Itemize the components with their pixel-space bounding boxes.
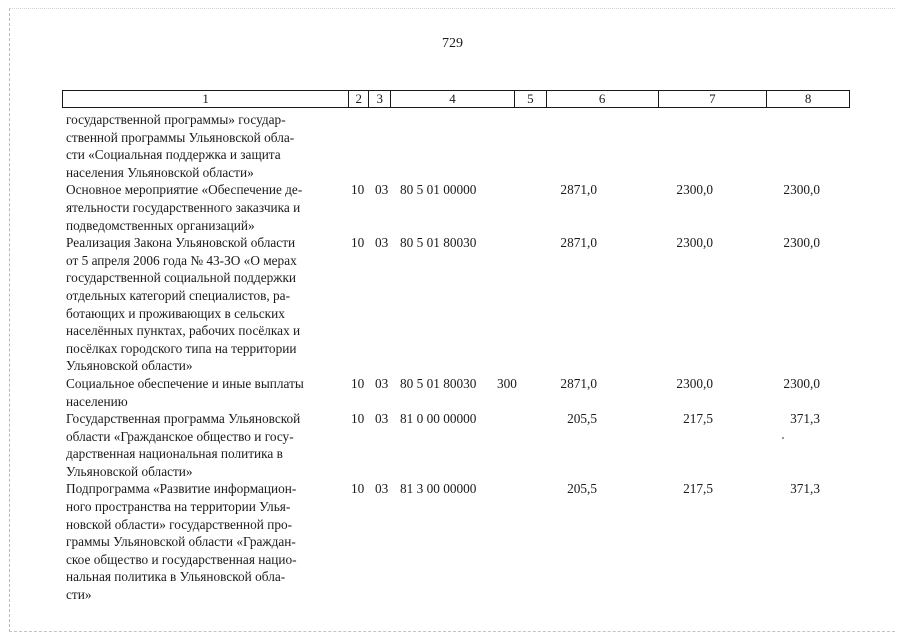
row-amount-col6: 2871,0 [560, 235, 597, 251]
row-name: Реализация Закона Ульяновской области от 5 апреля 2006 года № 43-ЗО «О мерах государственной социальной поддержки отдельных категорий специалистов, ра- ботающих и проживающих в сельских населённых пунктах, рабочих посёлках и посёлках городского типа на территории Ульяновской области» [66, 235, 301, 374]
header-col-3: 3 [369, 91, 391, 107]
row-target-code: 81 3 00 00000 [400, 481, 477, 497]
row-amount-col7: 2300,0 [676, 375, 713, 391]
row-subsection: 03 [375, 235, 389, 251]
row-subsection: 03 [375, 182, 389, 198]
row-amount-col8: 371,3 [790, 411, 820, 427]
header-col-7: 7 [659, 91, 768, 107]
row-amount-col7: 2300,0 [676, 235, 713, 251]
header-col-1: 1 [63, 91, 349, 107]
row-subsection: 03 [375, 411, 389, 427]
table-row [66, 111, 850, 181]
header-col-6: 6 [547, 91, 659, 107]
header-col-8: 8 [804, 91, 812, 106]
row-expense-type [497, 410, 537, 480]
table-row [66, 480, 850, 603]
row-subsection: 03 [375, 481, 389, 497]
row-amount-col6: 2871,0 [560, 375, 597, 391]
row-amount-col8: 2300,0 [783, 182, 820, 198]
row-section: 10 [351, 411, 365, 427]
row-name: государственной программы» государ- ственной программы Ульяновской обла- сти «Социальная поддержка и защита населения Ульяновской области» [66, 112, 295, 180]
row-name: Основное мероприятие «Обеспечение де- ятельности государственного заказчика и подведомственных организаций» [66, 182, 303, 233]
table-row [66, 375, 850, 410]
table-row [66, 181, 850, 234]
row-section: 10 [351, 375, 365, 391]
row-target-code: 80 5 01 00000 [400, 182, 477, 198]
row-amount-col7: 217,5 [683, 481, 713, 497]
row-section [343, 111, 371, 181]
scan-speck [782, 437, 784, 439]
row-expense-type [497, 480, 537, 603]
row-amount-col8 [713, 111, 820, 181]
row-subsection: 03 [375, 375, 389, 391]
row-expense-type [497, 111, 537, 181]
header-col-4: 4 [391, 91, 515, 107]
row-section: 10 [351, 481, 365, 497]
row-section: 10 [351, 182, 365, 198]
table-row [66, 234, 850, 375]
row-target-code: 81 0 00 00000 [400, 411, 477, 427]
row-name: Государственная программа Ульяновской области «Гражданское общество и госу- дарственная национальная политика в Ульяновской области» [66, 411, 301, 479]
row-target-code: 80 5 01 80030 [400, 375, 477, 391]
row-target-code [397, 111, 497, 181]
row-expense-type: 300 [497, 375, 517, 391]
row-name: Подпрограмма «Развитие информацион- ного пространства на территории Улья- новской области» государственной про- граммы Ульяновской области «Граждан- ское общество и государственная нацио- нальная политика в Ульяновской обла- сти» [66, 481, 297, 603]
table-header-row [62, 90, 850, 108]
row-expense-type [497, 234, 537, 375]
row-amount-col7: 2300,0 [676, 182, 713, 198]
row-target-code: 80 5 01 80030 [400, 235, 477, 251]
row-amount-col6 [537, 111, 597, 181]
row-amount-col8: 2300,0 [783, 375, 820, 391]
row-section: 10 [351, 235, 365, 251]
table-row [66, 410, 850, 480]
row-subsection [371, 111, 397, 181]
row-expense-type [497, 181, 537, 234]
table-body [66, 111, 850, 604]
row-amount-col6: 205,5 [567, 481, 597, 497]
page-number: 729 [442, 36, 463, 51]
row-amount-col7: 217,5 [683, 411, 713, 427]
row-amount-col8: 2300,0 [783, 235, 820, 251]
row-amount-col8: 371,3 [790, 481, 820, 497]
row-amount-col6: 2871,0 [560, 182, 597, 198]
row-amount-col7 [597, 111, 713, 181]
row-name: Социальное обеспечение и иные выплаты населению [66, 375, 304, 409]
header-col-2: 2 [349, 91, 369, 107]
header-col-5: 5 [515, 91, 547, 107]
row-amount-col6: 205,5 [567, 411, 597, 427]
